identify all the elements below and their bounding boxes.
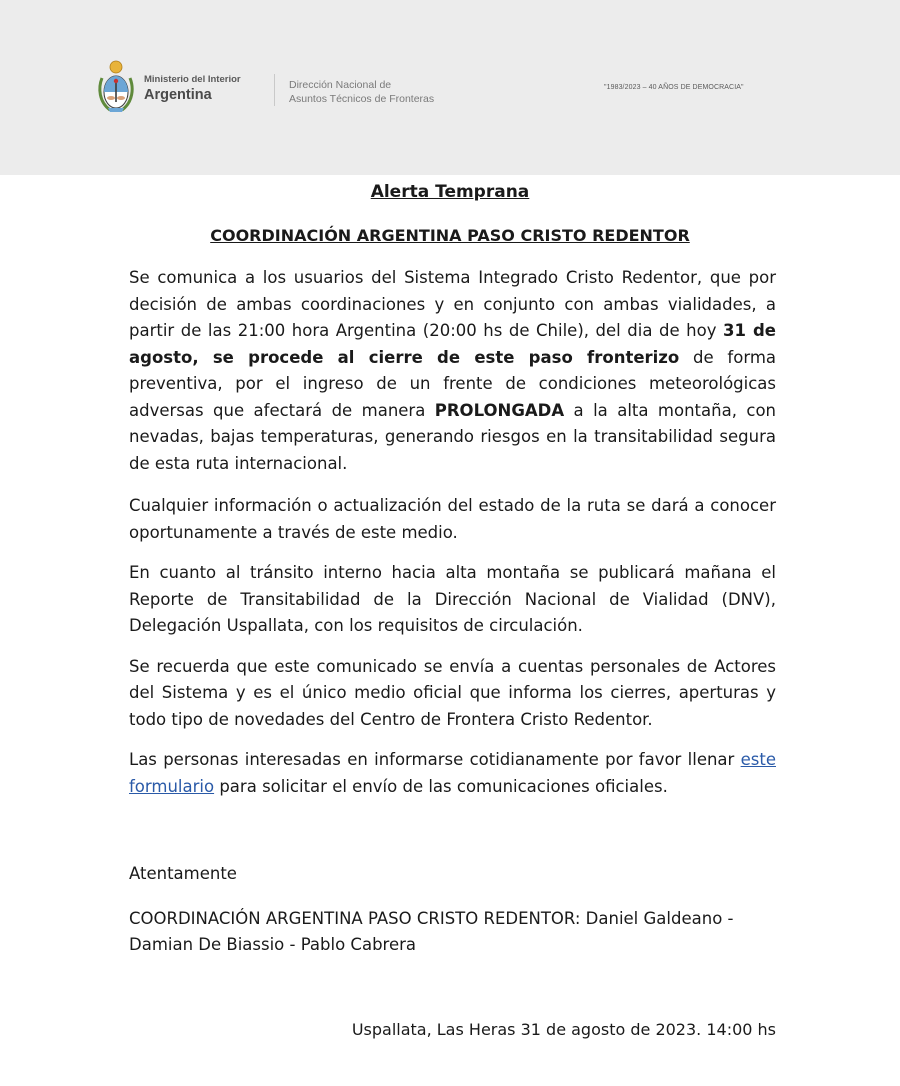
closure-date-highlight: 31 de agosto, se procede al cierre de este paso fronterizo: [129, 321, 776, 367]
paragraph-subscription: [129, 747, 776, 800]
form-link[interactable]: este formulario: [129, 750, 776, 796]
paragraph-internal-transit: En cuanto al tránsito interno hacia alta montaña se publicará mañana el Reporte de Transitabilidad de la Dirección Nacional de Vialidad (DNV), Delegación Uspallata, con los requisitos de circulación.: [129, 563, 776, 635]
paragraph-text: de forma preventiva, por el ingreso de un frente de condiciones meteorológicas adversas que afectará de manera: [129, 347, 776, 420]
direccion-line-2: Asuntos Técnicos de Fronteras: [289, 93, 435, 105]
closing-salutation: Atentamente: [129, 864, 237, 883]
paragraph-text: Se comunica a los usuarios del Sistema Integrado Cristo Redentor, que por decisión de ambas coordinaciones y en conjunto con ambas vialidades, a partir de las 21:00 hora Argentina (20:00 hs de Chile), del dia de hoy: [129, 268, 776, 340]
letterhead-band: [0, 0, 900, 175]
place-date: Uspallata, Las Heras 31 de agosto de 2023. 14:00 hs: [351, 1020, 776, 1039]
header-divider: [274, 74, 275, 106]
prolonged-highlight: PROLONGADA: [434, 400, 565, 420]
paragraph-text: a la alta montaña, con nevadas, bajas temperaturas, generando riesgos en la transitabilidad segura de esta ruta internacional.: [129, 400, 776, 473]
paragraph-closure-notice: [129, 265, 776, 477]
ministry-name-large: Argentina: [144, 87, 212, 103]
argentina-coat-of-arms-icon: [96, 58, 136, 114]
democracy-motto: "1983/2023 – 40 AÑOS DE DEMOCRACIA": [604, 84, 744, 91]
ministry-name: [144, 74, 241, 104]
paragraph-official-channel: Se recuerda que este comunicado se envía a cuentas personales de Actores del Sistema y es el único medio oficial que informa los cierres, aperturas y todo tipo de novedades del Centro de Frontera Cristo Redentor.: [129, 656, 776, 729]
page-subtitle: COORDINACIÓN ARGENTINA PASO CRISTO REDENTOR: [210, 226, 690, 245]
signature: COORDINACIÓN ARGENTINA PASO CRISTO REDENTOR: Daniel Galdeano - Damian De Biassio - Pablo Cabrera: [129, 908, 734, 954]
direccion-line-1: Dirección Nacional de: [289, 79, 392, 91]
ministry-name-small: Ministerio del Interior: [144, 74, 241, 85]
paragraph-updates: Cualquier información o actualización del estado de la ruta se dará a conocer oportunamente a través de este medio.: [129, 496, 776, 542]
paragraph-text: Las personas interesadas en informarse cotidianamente por favor llenar: [129, 750, 741, 769]
document-body: [129, 265, 776, 814]
direccion-name: [289, 78, 434, 106]
paragraph-text: para solicitar el envío de las comunicaciones oficiales.: [214, 776, 668, 796]
closing-block: [129, 861, 789, 959]
page-title: Alerta Temprana: [370, 182, 530, 202]
